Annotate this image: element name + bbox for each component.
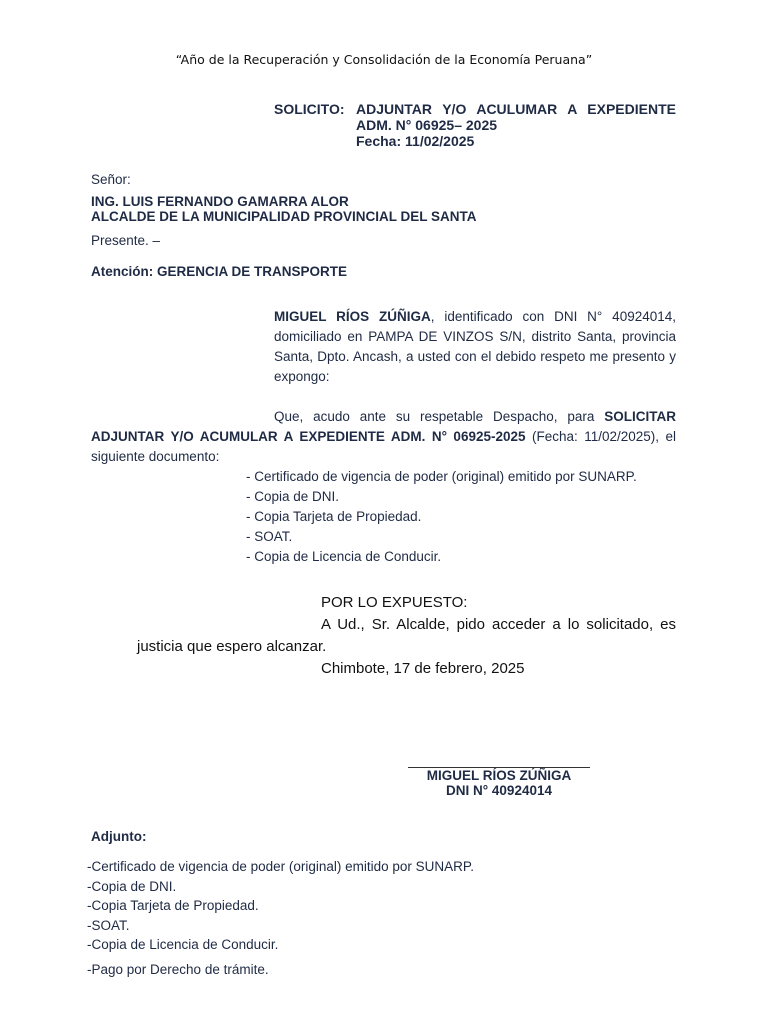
list-item: - Copia de Licencia de Conducir. [246, 549, 442, 564]
list-item: -Copia de DNI. [87, 878, 177, 894]
request-paragraph [91, 407, 676, 467]
list-item: -Copia de Licencia de Conducir. [87, 937, 279, 952]
signature-dni: DNI N° 40924014 [446, 783, 552, 798]
intro-text: , identificado con DNI N° 40924014, domiciliado en PAMPA DE VINZOS S/N, distrito Santa, provincia Santa, Dpto. Ancash, a usted con el debido respeto me presento y expongo: [274, 309, 677, 384]
signature-name: MIGUEL RÍOS ZÚÑIGA [426, 768, 572, 783]
attachments-list [87, 857, 474, 979]
recipient-title: ALCALDE DE LA MUNICIPALIDAD PROVINCIAL DEL SANTA [91, 209, 477, 224]
request-pre: Que, acudo ante su respetable Despacho, para [274, 409, 605, 424]
request-post: (Fecha: 11/02/2025), el siguiente documento: [91, 429, 677, 464]
list-item: - Copia de DNI. [246, 489, 340, 504]
solicito-line2: ADM. N° 06925– 2025 [356, 117, 498, 133]
solicito-label: SOLICITO: [274, 101, 345, 117]
por-lo-expuesto: POR LO EXPUESTO: [321, 594, 468, 611]
intro-paragraph [274, 307, 676, 387]
list-item: - Copia Tarjeta de Propiedad. [246, 509, 422, 524]
solicito-block [274, 101, 676, 149]
document-motto: “Año de la Recuperación y Consolidación de la Economía Peruana” [175, 52, 593, 67]
closing-line1: A Ud., Sr. Alcalde, pido acceder a lo solicitado, es [321, 616, 676, 633]
solicito-line1: ADJUNTAR Y/O ACULUMAR A EXPEDIENTE [356, 101, 676, 117]
place-date: Chimbote, 17 de febrero, 2025 [321, 660, 525, 677]
list-item: - SOAT. [246, 529, 293, 544]
solicito-line3: Fecha: 11/02/2025 [356, 133, 475, 149]
presente: Presente. – [91, 233, 161, 248]
recipient-block [91, 194, 477, 224]
signature-block [400, 768, 598, 798]
greeting: Señor: [91, 172, 131, 187]
list-item: -Copia Tarjeta de Propiedad. [87, 898, 259, 913]
atencion-line [91, 262, 347, 282]
recipient-name: ING. LUIS FERNANDO GAMARRA ALOR [91, 194, 349, 209]
documents-list [246, 467, 637, 567]
adjunto-label: Adjunto: [91, 829, 147, 844]
sender-name: MIGUEL RÍOS ZÚÑIGA [274, 309, 431, 324]
closing-block [137, 592, 676, 680]
list-item: -Certificado de vigencia de poder (original) emitido por SUNARP. [87, 859, 474, 874]
list-item: -SOAT. [87, 917, 130, 933]
closing-line2: justicia que espero alcanzar. [137, 638, 327, 655]
request-bold: SOLICITAR ADJUNTAR Y/O ACUMULAR A EXPEDIENTE ADM. N° 06925-2025 [91, 409, 676, 444]
list-item: - Certificado de vigencia de poder (original) emitido por SUNARP. [246, 469, 637, 484]
atencion-value: GERENCIA DE TRANSPORTE [157, 264, 348, 279]
atencion-label: Atención: [91, 264, 154, 279]
list-item: -Pago por Derecho de trámite. [87, 961, 269, 977]
